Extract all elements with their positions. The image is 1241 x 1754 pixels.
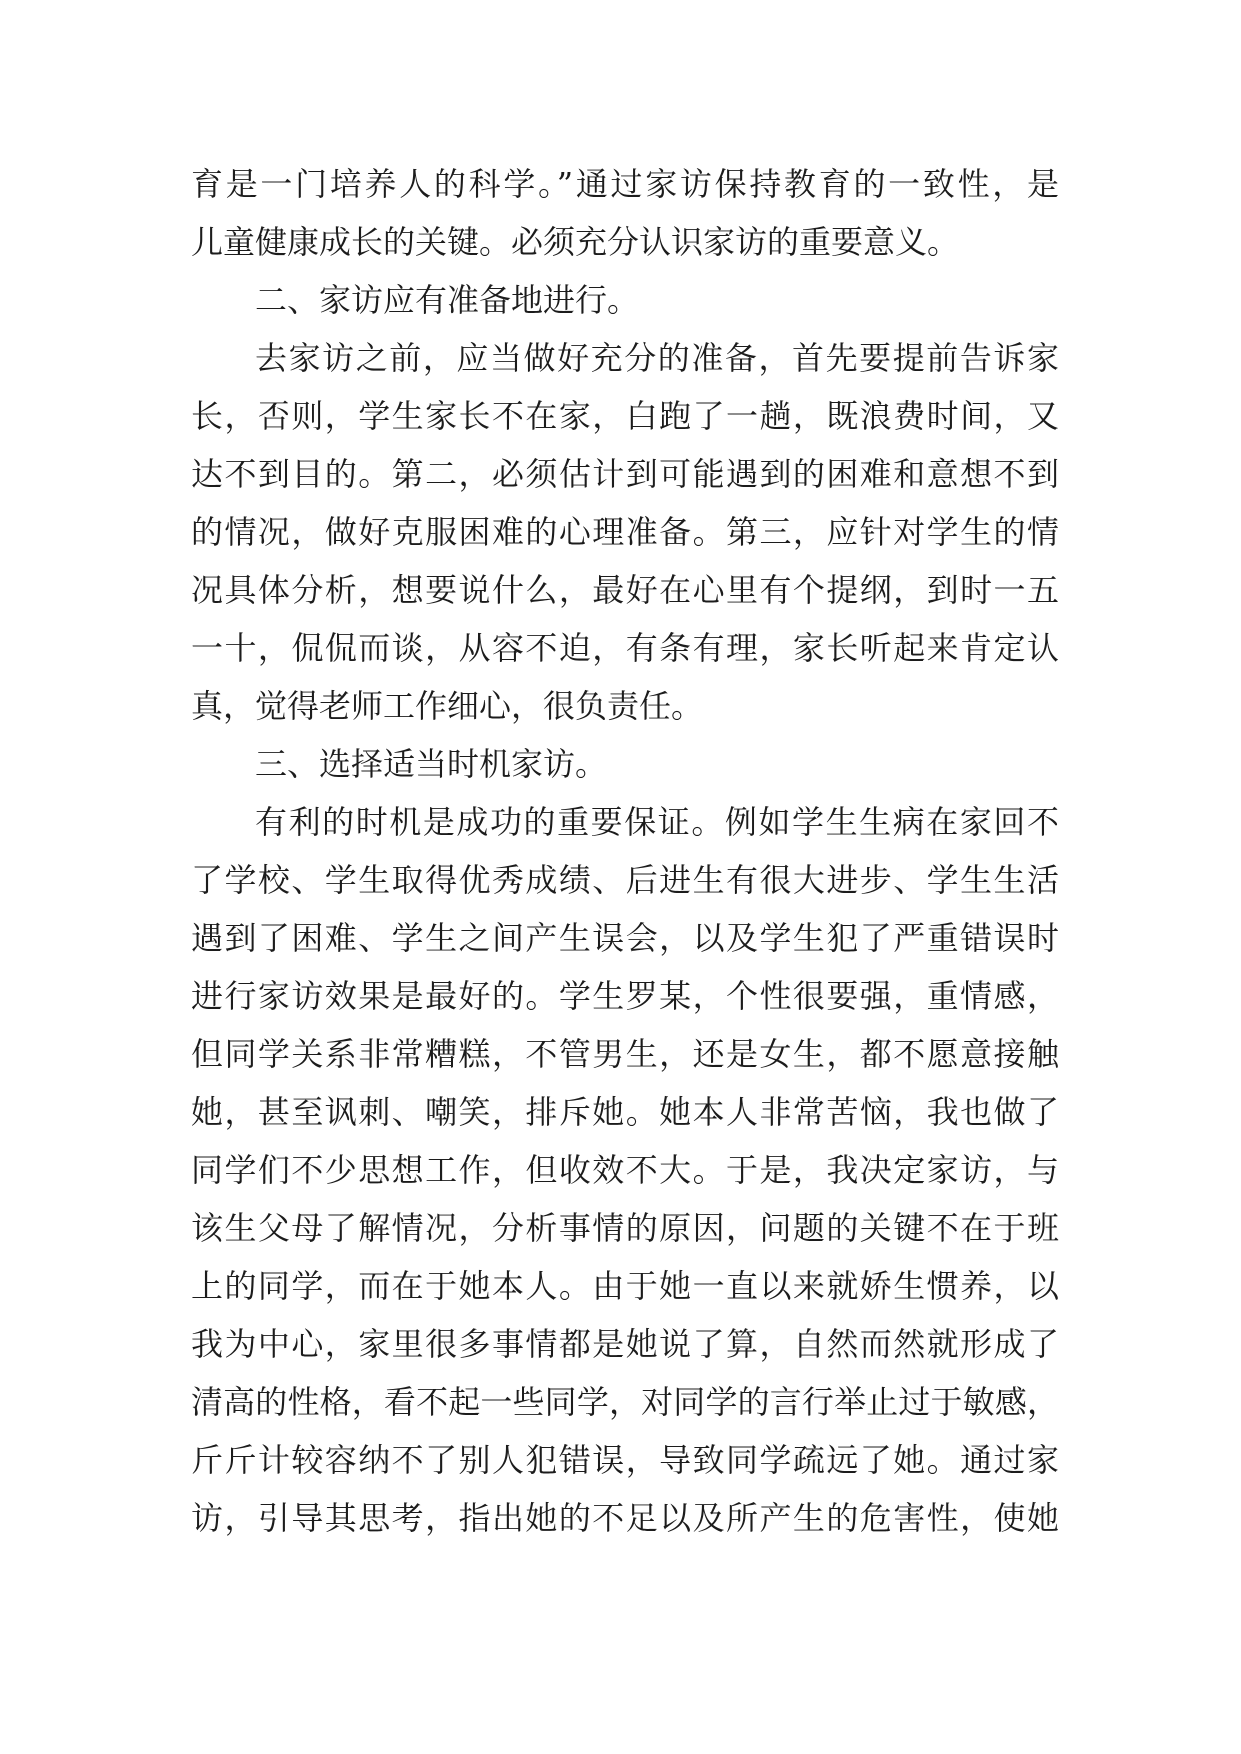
- text-line: 遇到了困难、学生之间产生误会，以及学生犯了严重错误时: [191, 919, 1059, 957]
- text-line: 儿童健康成长的关键。必须充分认识家访的重要意义。: [191, 223, 960, 261]
- text-line: 去家访之前，应当做好充分的准备，首先要提前告诉家: [255, 339, 1059, 377]
- text-line: 她，甚至讽刺、嘲笑，排斥她。她本人非常苦恼，我也做了: [191, 1093, 1059, 1131]
- text-line: 育是一门培养人的科学。”通过家访保持教育的一致性，是: [191, 165, 1059, 203]
- text-line: 清高的性格，看不起一些同学，对同学的言行举止过于敏感，: [191, 1383, 1059, 1421]
- text-line: 一十，侃侃而谈，从容不迫，有条有理，家长听起来肯定认: [191, 629, 1059, 667]
- text-line: 长，否则，学生家长不在家，白跑了一趟，既浪费时间，又: [191, 397, 1059, 435]
- text-line: 我为中心，家里很多事情都是她说了算，自然而然就形成了: [191, 1325, 1059, 1363]
- text-line: 真，觉得老师工作细心，很负责任。: [191, 687, 704, 725]
- text-line: 进行家访效果是最好的。学生罗某，个性很要强，重情感，: [191, 977, 1059, 1015]
- text-line: 该生父母了解情况，分析事情的原因，问题的关键不在于班: [191, 1209, 1059, 1247]
- text-line: 同学们不少思想工作，但收效不大。于是，我决定家访，与: [191, 1151, 1059, 1189]
- text-line: 斤斤计较容纳不了别人犯错误，导致同学疏远了她。通过家: [191, 1441, 1059, 1479]
- text-line: 但同学关系非常糟糕，不管男生，还是女生，都不愿意接触: [191, 1035, 1059, 1073]
- text-line: 访，引导其思考，指出她的不足以及所产生的危害性，使她: [191, 1499, 1059, 1537]
- text-line: 二、家访应有准备地进行。: [255, 281, 640, 319]
- text-line: 三、选择适当时机家访。: [255, 745, 608, 783]
- text-line: 况具体分析，想要说什么，最好在心里有个提纲，到时一五: [191, 571, 1059, 609]
- text-line: 的情况，做好克服困难的心理准备。第三，应针对学生的情: [191, 513, 1059, 551]
- body-text: [191, 155, 1059, 1547]
- text-line: 达不到目的。第二，必须估计到可能遇到的困难和意想不到: [191, 455, 1059, 493]
- text-line: 了学校、学生取得优秀成绩、后进生有很大进步、学生生活: [191, 861, 1059, 899]
- text-line: 上的同学，而在于她本人。由于她一直以来就娇生惯养，以: [191, 1267, 1059, 1305]
- text-line: 有利的时机是成功的重要保证。例如学生生病在家回不: [255, 803, 1059, 841]
